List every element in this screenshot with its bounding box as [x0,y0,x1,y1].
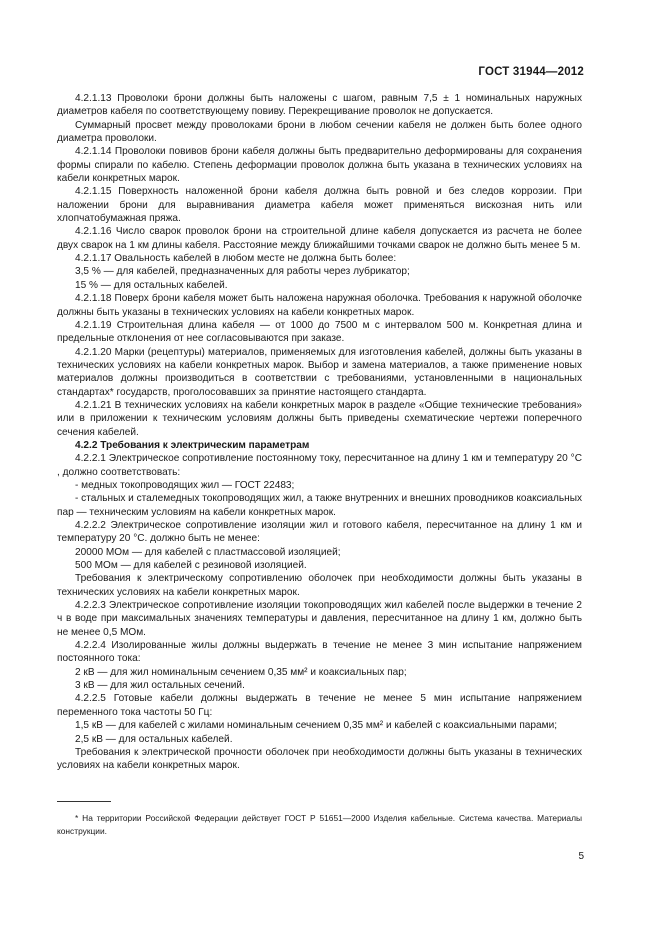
paragraph: 3 кВ — для жил остальных сечений. [75,680,245,692]
paragraph: 20000 МОм — для кабелей с пластмассовой изоляцией; [75,546,341,558]
paragraph: 4.2.1.18 Поверх брони кабеля может быть наложена наружная оболочка. Требования к наружной оболочке должны быть указаны в технических условиях на кабели конкретных марок. [57,293,582,318]
paragraph: 2 кВ — для жил номинальным сечением 0,35 мм² и коаксиальных пар; [75,666,407,678]
footnote-divider [57,801,111,802]
section-heading: 4.2.2 Требования к электрическим параметрам [75,439,310,451]
paragraph: 4.2.1.19 Строительная длина кабеля — от 1000 до 7500 м с интервалом 500 м. Конкретная длина и предельные отклонения от нее согласовываются при заказе. [57,319,582,345]
paragraph: 4.2.1.21 В технических условиях на кабели конкретных марок в разделе «Общие технические требования» или в приложении к техническим условиям должны быть приведены схематические чертежи поперечного сечения кабелей. [57,399,582,438]
paragraph: 4.2.1.17 Овальность кабелей в любом месте не должна быть более: [75,253,397,265]
paragraph: Требования к электрической прочности оболочек при необходимости должны быть указаны в технических условиях на кабели конкретных марок. [57,746,582,772]
paragraph: 4.2.2.5 Готовые кабели должны выдержать в течение не менее 5 мин испытание напряжением переменного тока частоты 50 Гц: [57,693,582,718]
paragraph: 15 % — для остальных кабелей. [75,279,228,291]
paragraph: 1,5 кВ — для кабелей с жилами номинальным сечением 0,35 мм² и кабелей с коаксиальными парами; [75,720,558,732]
page-number: 5 [578,851,584,862]
paragraph: 4.2.2.2 Электрическое сопротивление изоляции жил и готового кабеля, пересчитанное на длину 1 км и температуру 20 °С. должно быть не менее: [57,520,582,545]
paragraph: 500 МОм — для кабелей с резиновой изоляцией. [75,560,307,572]
paragraph: - медных токопроводящих жил — ГОСТ 22483; [75,479,295,491]
paragraph: 4.2.1.14 Проволоки повивов брони кабеля должны быть предварительно деформированы для сохранения формы спирали по кабелю. Степень деформации проволок должна быть указана в технических условиях на кабели конкретных марок. [57,146,582,185]
paragraph: Требования к электрическому сопротивлению оболочек при необходимости должны быть указаны в технических условиях на кабели конкретных марок. [57,573,582,598]
document-body [57,92,582,773]
paragraph: 4.2.1.13 Проволоки брони должны быть наложены с шагом, равным 7,5 ± 1 номинальных наружных диаметров кабеля по соответствующему повиву. Перекрещивание проволок не допускается. [57,93,582,118]
paragraph: Суммарный просвет между проволоками брони в любом сечении кабеля не должен быть более одного диаметра проволоки. [57,119,582,145]
paragraph: 3,5 % — для кабелей, предназначенных для работы через лубрикатор; [75,266,410,278]
paragraph: 4.2.2.1 Электрическое сопротивление постоянному току, пересчитанное на длину 1 км и температуру 20 °С , должно соответствовать: [57,453,582,478]
paragraph: - стальных и сталемедных токопроводящих жил, а также внутренних и внешних проводников коаксиальных пар — техническим условиям на кабели конкретных марок. [57,493,582,518]
footnote-text: * На территории Российской Федерации действует ГОСТ Р 51651—2000 Изделия кабельные. Система качества. Материалы конструкции. [57,813,582,836]
paragraph: 4.2.1.15 Поверхность наложенной брони кабеля должна быть ровной и без следов коррозии. При наложении брони для выравнивания диаметра кабеля может применяться вискозная нить или хлопчатобумажная пряжа. [57,186,582,225]
paragraph: 2,5 кВ — для остальных кабелей. [75,733,233,745]
document-header-id: ГОСТ 31944—2012 [478,66,584,78]
footnote [57,812,582,837]
paragraph: 4.2.2.3 Электрическое сопротивление изоляции токопроводящих жил кабелей после выдержки в течение 2 ч в воде при максимальных значениях температуры и давления, пересчитанное на длину 1 км, должно быть не менее 0,5 МОм. [57,600,582,638]
paragraph: 4.2.1.16 Число сварок проволок брони на строительной длине кабеля допускается из расчета не более двух сварок на 1 км длины кабеля. Расстояние между ближайшими точками сварок не должно быть менее 5 м. [57,226,582,251]
paragraph: 4.2.2.4 Изолированные жилы должны выдержать в течение не менее 3 мин испытание напряжением постоянного тока: [57,640,582,665]
paragraph: 4.2.1.20 Марки (рецептуры) материалов, применяемых для изготовления кабелей, должны быть указаны в технических условиях на кабели конкретных марок. Выбор и замена материалов, а также применение новых материалов должны производиться в соответствии с требованиями, установленными в национальных стандартах* государств, проголосовавших за принятие настоящего стандарта. [57,346,582,398]
